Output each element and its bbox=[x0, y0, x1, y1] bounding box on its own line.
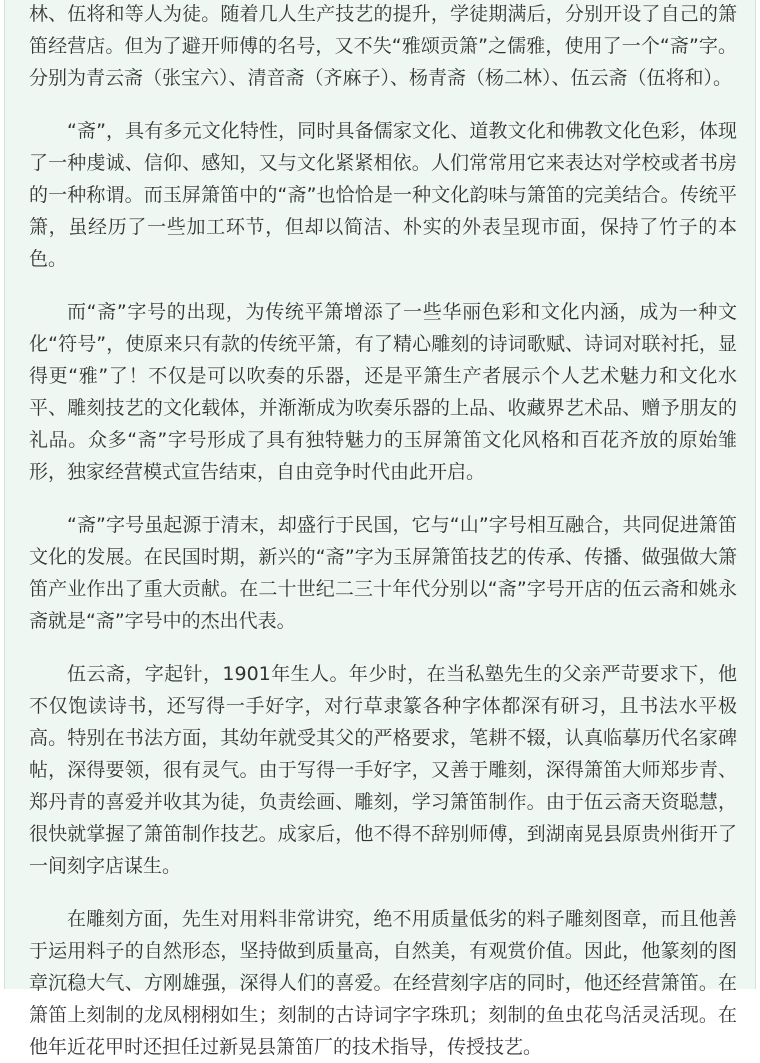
article-paragraph-6: 在雕刻方面，先生对用料非常讲究，绝不用质量低劣的料子雕刻图章，而且他善于运用料子的自然形态，坚持做到质量高，自然美，有观赏价值。因此，他篆刻的图章沉稳大气、方刚雄强，深得人们的喜爱。在经营刻字店的同时，他还经营箫笛。在箫笛上刻制的龙凤栩栩如生；刻制的古诗词字字珠玑；刻制的鱼虫花鸟活灵活现。在他年近花甲时还担任过新晃县箫笛厂的技术指导，传授技艺。 bbox=[29, 908, 737, 1058]
article-paragraph-5: 伍云斋，字起针，1901年生人。年少时，在当私塾先生的父亲严苛要求下，他不仅饱读诗书，还写得一手好字，对行草隶篆各种字体都深有研习，且书法水平极高。特别在书法方面，其幼年就受其父的严格要求，笔耕不辍，认真临摹历代名家碑帖，深得要领，很有灵气。由于写得一手好字，又善于雕刻，深得箫笛大师郑步青、郑丹青的喜爱并收其为徒，负责绘画、雕刻，学习箫笛制作。由于伍云斋天资聪慧，很快就掌握了箫笛制作技艺。成家后，他不得不辞别师傅，到湖南晃县原贵州街开了一间刻字店谋生。 bbox=[29, 663, 737, 877]
article-paragraph-4: “斋”字号虽起源于清末，却盛行于民国，它与“山”字号相互融合，共同促进箫笛文化的发展。在民国时期，新兴的“斋”字为玉屏箫笛技艺的传承、传播、做强做大箫笛产业作出了重大贡献。在二十世纪二三十年代分别以“斋”字号开店的伍云斋和姚永斋就是“斋”字号中的杰出代表。 bbox=[29, 514, 737, 632]
article-paragraph-3: 而“斋”字号的出现，为传统平箫增添了一些华丽色彩和文化内涵，成为一种文化“符号”，使原来只有款的传统平箫，有了精心雕刻的诗词歌赋、诗词对联衬托，显得更“雅”了！不仅是可以吹奏的乐器，还是平箫生产者展示个人艺术魅力和文化水平、雕刻技艺的文化载体，并渐渐成为吹奏乐器的上品、收藏界艺术品、赠予朋友的礼品。众多“斋”字号形成了具有独特魅力的玉屏箫笛文化风格和百花齐放的原始雏形，独家经营模式宣告结束，自由竞争时代由此开启。 bbox=[29, 301, 737, 483]
article-panel bbox=[4, 0, 756, 1058]
article-paragraph-1: 林、伍将和等人为徒。随着几人生产技艺的提升，学徒期满后，分别开设了自己的箫笛经营店。但为了避开师傅的名号，又不失“雅颂贡箫”之儒雅，使用了一个“斋”字。分别为青云斋（张宝六）、清音斋（齐麻子）、杨青斋（杨二林）、伍云斋（伍将和）。 bbox=[29, 3, 737, 89]
article-paragraph-2: “斋”，具有多元文化特性，同时具备儒家文化、道教文化和佛教文化色彩，体现了一种虔诚、信仰、感知，又与文化紧紧相依。人们常常用它来表达对学校或者书房的一种称谓。而玉屏箫笛中的“斋”也恰恰是一种文化韵味与箫笛的完美结合。传统平箫，虽经历了一些加工环节，但却以简洁、朴实的外表呈现市面，保持了竹子的本色。 bbox=[29, 120, 737, 270]
